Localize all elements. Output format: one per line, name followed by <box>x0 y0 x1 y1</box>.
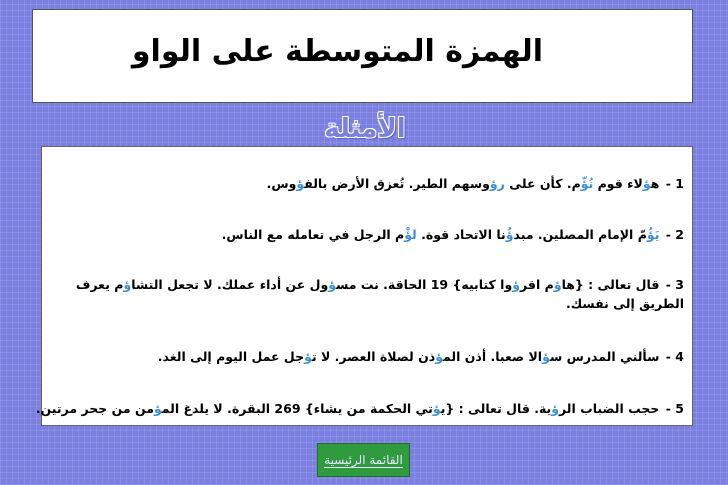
hamza-highlight: ؤ <box>432 401 441 416</box>
hamza-highlight: رؤ <box>489 176 505 191</box>
example-segment: ُنا الاتحاد قوة. <box>416 227 506 242</box>
example-number: 1 - <box>665 176 684 191</box>
home-menu-button[interactable] <box>317 443 410 477</box>
hamza-highlight: ؤ <box>304 349 312 364</box>
hamza-highlight: ؤ <box>435 349 444 364</box>
example-segment: ْم الرجل في تعامله مع الناس. <box>221 227 405 242</box>
example-segment: جل عمل اليوم إلى الغد. <box>157 349 305 364</box>
example-segment: ّم. كأن على <box>504 176 581 191</box>
hamza-highlight: ؤ <box>328 277 337 292</box>
example-segment: ية. قال تعالى : {ي <box>440 401 552 416</box>
example-segment: حجب الضباب الر <box>559 401 664 416</box>
hamza-highlight: ؤ <box>505 227 514 242</box>
example-text <box>158 349 664 364</box>
hamza-highlight: ؤ <box>642 176 651 191</box>
hamza-highlight: ؤ <box>542 349 550 364</box>
example-text <box>222 227 664 242</box>
example-segment: لاء قوم <box>593 176 643 191</box>
home-menu-button-label: القائمة الرئيسية <box>324 452 403 467</box>
example-segment <box>659 227 663 242</box>
hamza-highlight: ؤ <box>296 176 305 191</box>
example-line-1 <box>52 174 684 193</box>
section-label: الأمثلة <box>324 114 406 144</box>
hamza-highlight: ؤ <box>553 277 562 292</box>
example-number: 4 - <box>665 349 684 364</box>
example-line-4 <box>52 347 684 366</box>
hamza-highlight: ؤ <box>153 401 162 416</box>
example-segment: تي الحكمة من يشاء} 269 البقرة. لا يلدغ الم <box>161 401 433 416</box>
title-box <box>32 9 693 103</box>
example-segment: سألني المدرس س <box>549 349 664 364</box>
hamza-highlight: لؤ <box>404 227 417 242</box>
example-segment: ول عن أداء عملك. لا تجعل التشا <box>131 277 329 292</box>
example-number: 2 - <box>665 227 684 242</box>
hamza-highlight: نُؤ <box>580 176 594 191</box>
page-title: الهمزة المتوسطة على الواو <box>131 33 544 69</box>
example-segment: قال تعالى : {ها <box>561 277 664 292</box>
example-text <box>36 401 664 416</box>
example-segment: من من جحر مرتين. <box>35 401 154 416</box>
example-segment: وا كتابيه} 19 الحاقة. نت مس <box>336 277 513 292</box>
examples-box <box>35 146 693 426</box>
example-segment: م اقر <box>520 277 554 292</box>
example-text <box>267 176 664 191</box>
example-segment: الا صعبا. أذن الم <box>443 349 543 364</box>
example-segment: ذن لصلاة العصر. لا ت <box>311 349 436 364</box>
example-segment: وس. <box>266 176 297 191</box>
example-segment: وسهم الطير. تُعزق الأرض بالف <box>304 176 490 191</box>
hamza-highlight: يَؤُ <box>646 227 660 242</box>
example-line-5 <box>35 399 684 418</box>
hamza-highlight: ؤ <box>551 401 560 416</box>
example-line-2 <box>52 225 684 244</box>
example-number: 5 - <box>665 401 684 416</box>
hamza-highlight: ؤ <box>512 277 521 292</box>
example-segment: مّ الإمام المصلين. مبد <box>513 227 647 242</box>
example-line-3 <box>52 275 684 313</box>
example-number: 3 - <box>665 277 684 292</box>
example-text <box>76 277 684 311</box>
hamza-highlight: ؤ <box>123 277 132 292</box>
example-segment: ه <box>650 176 664 191</box>
example-segment: م يعرف الطريق إلى نفسك. <box>75 277 684 311</box>
